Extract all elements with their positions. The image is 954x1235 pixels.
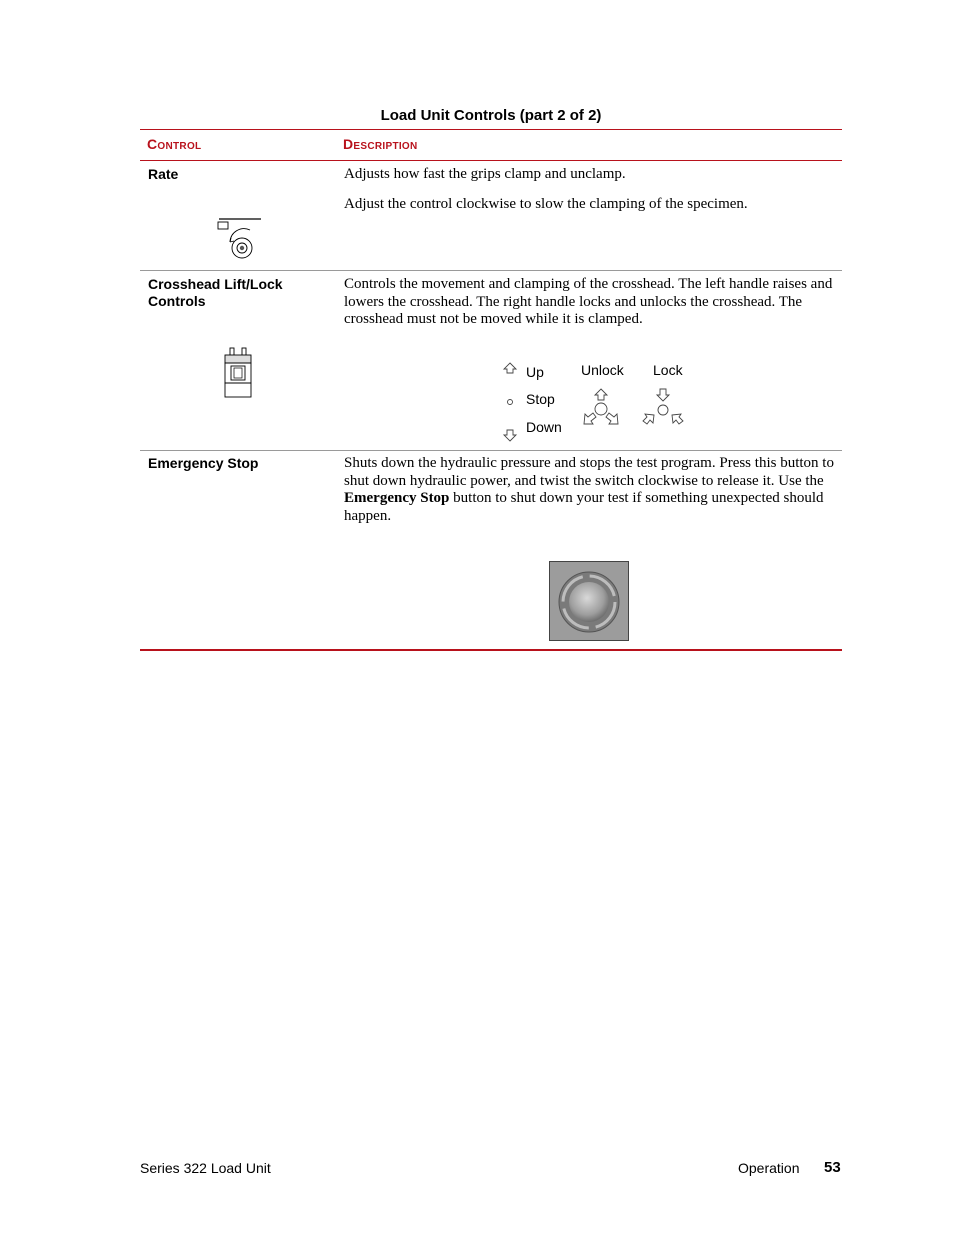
label-up: Up [526,364,544,380]
footer-section: Operation [738,1160,800,1176]
emergency-stop-description [344,455,836,525]
arrow-down-icon [504,430,516,441]
description-rate [344,166,836,225]
control-name-emergency-stop: Emergency Stop [148,455,259,471]
unlock-arrows-icon [580,386,624,430]
column-header-description: Description [343,136,418,152]
control-name-crosshead: Crosshead Lift/Lock Controls [148,276,283,309]
footer-document-title: Series 322 Load Unit [140,1160,271,1176]
emergency-stop-button-photo [549,561,629,641]
lock-arrows-icon [641,386,685,430]
table-title: Load Unit Controls (part 2 of 2) [380,107,602,124]
arrow-up-icon [504,363,516,373]
lift-direction-icons [500,360,520,444]
row-divider-1 [140,270,842,271]
description-emergency-stop [344,455,836,537]
rate-knob-icon [214,214,264,262]
label-stop: Stop [526,391,555,407]
emergency-stop-bold-term: Emergency Stop [344,490,450,506]
control-name-rate: Rate [148,166,179,182]
table-top-rule [140,129,842,130]
label-down: Down [526,419,562,435]
stop-circle-icon [508,400,513,405]
emergency-stop-text-2: button to shut down your test if something unexpected should happen. [344,490,824,524]
crosshead-controls-icon [222,346,256,400]
label-lock: Lock [653,362,683,378]
table-bottom-rule [140,649,842,651]
emergency-stop-text-1: Shuts down the hydraulic pressure and stops the test program. Press this button to shut down hydraulic power, and twist the switch clockwise to release it. Use the [344,455,834,489]
rate-description-line-2: Adjust the control clockwise to slow the clamping of the specimen. [344,195,748,212]
page-number: 53 [824,1159,841,1176]
description-crosshead [344,276,836,341]
crosshead-description: Controls the movement and clamping of the crosshead. The left handle raises and lowers the crosshead. The right handle locks and unlocks the crosshead. The crosshead must not be moved while it is clamped. [344,276,833,327]
rate-description-line-1: Adjusts how fast the grips clamp and unclamp. [344,166,626,182]
column-header-control: Control [147,136,202,152]
header-bottom-rule [140,160,842,161]
emergency-stop-icon [550,562,628,640]
label-unlock: Unlock [581,362,624,378]
row-divider-2 [140,450,842,451]
